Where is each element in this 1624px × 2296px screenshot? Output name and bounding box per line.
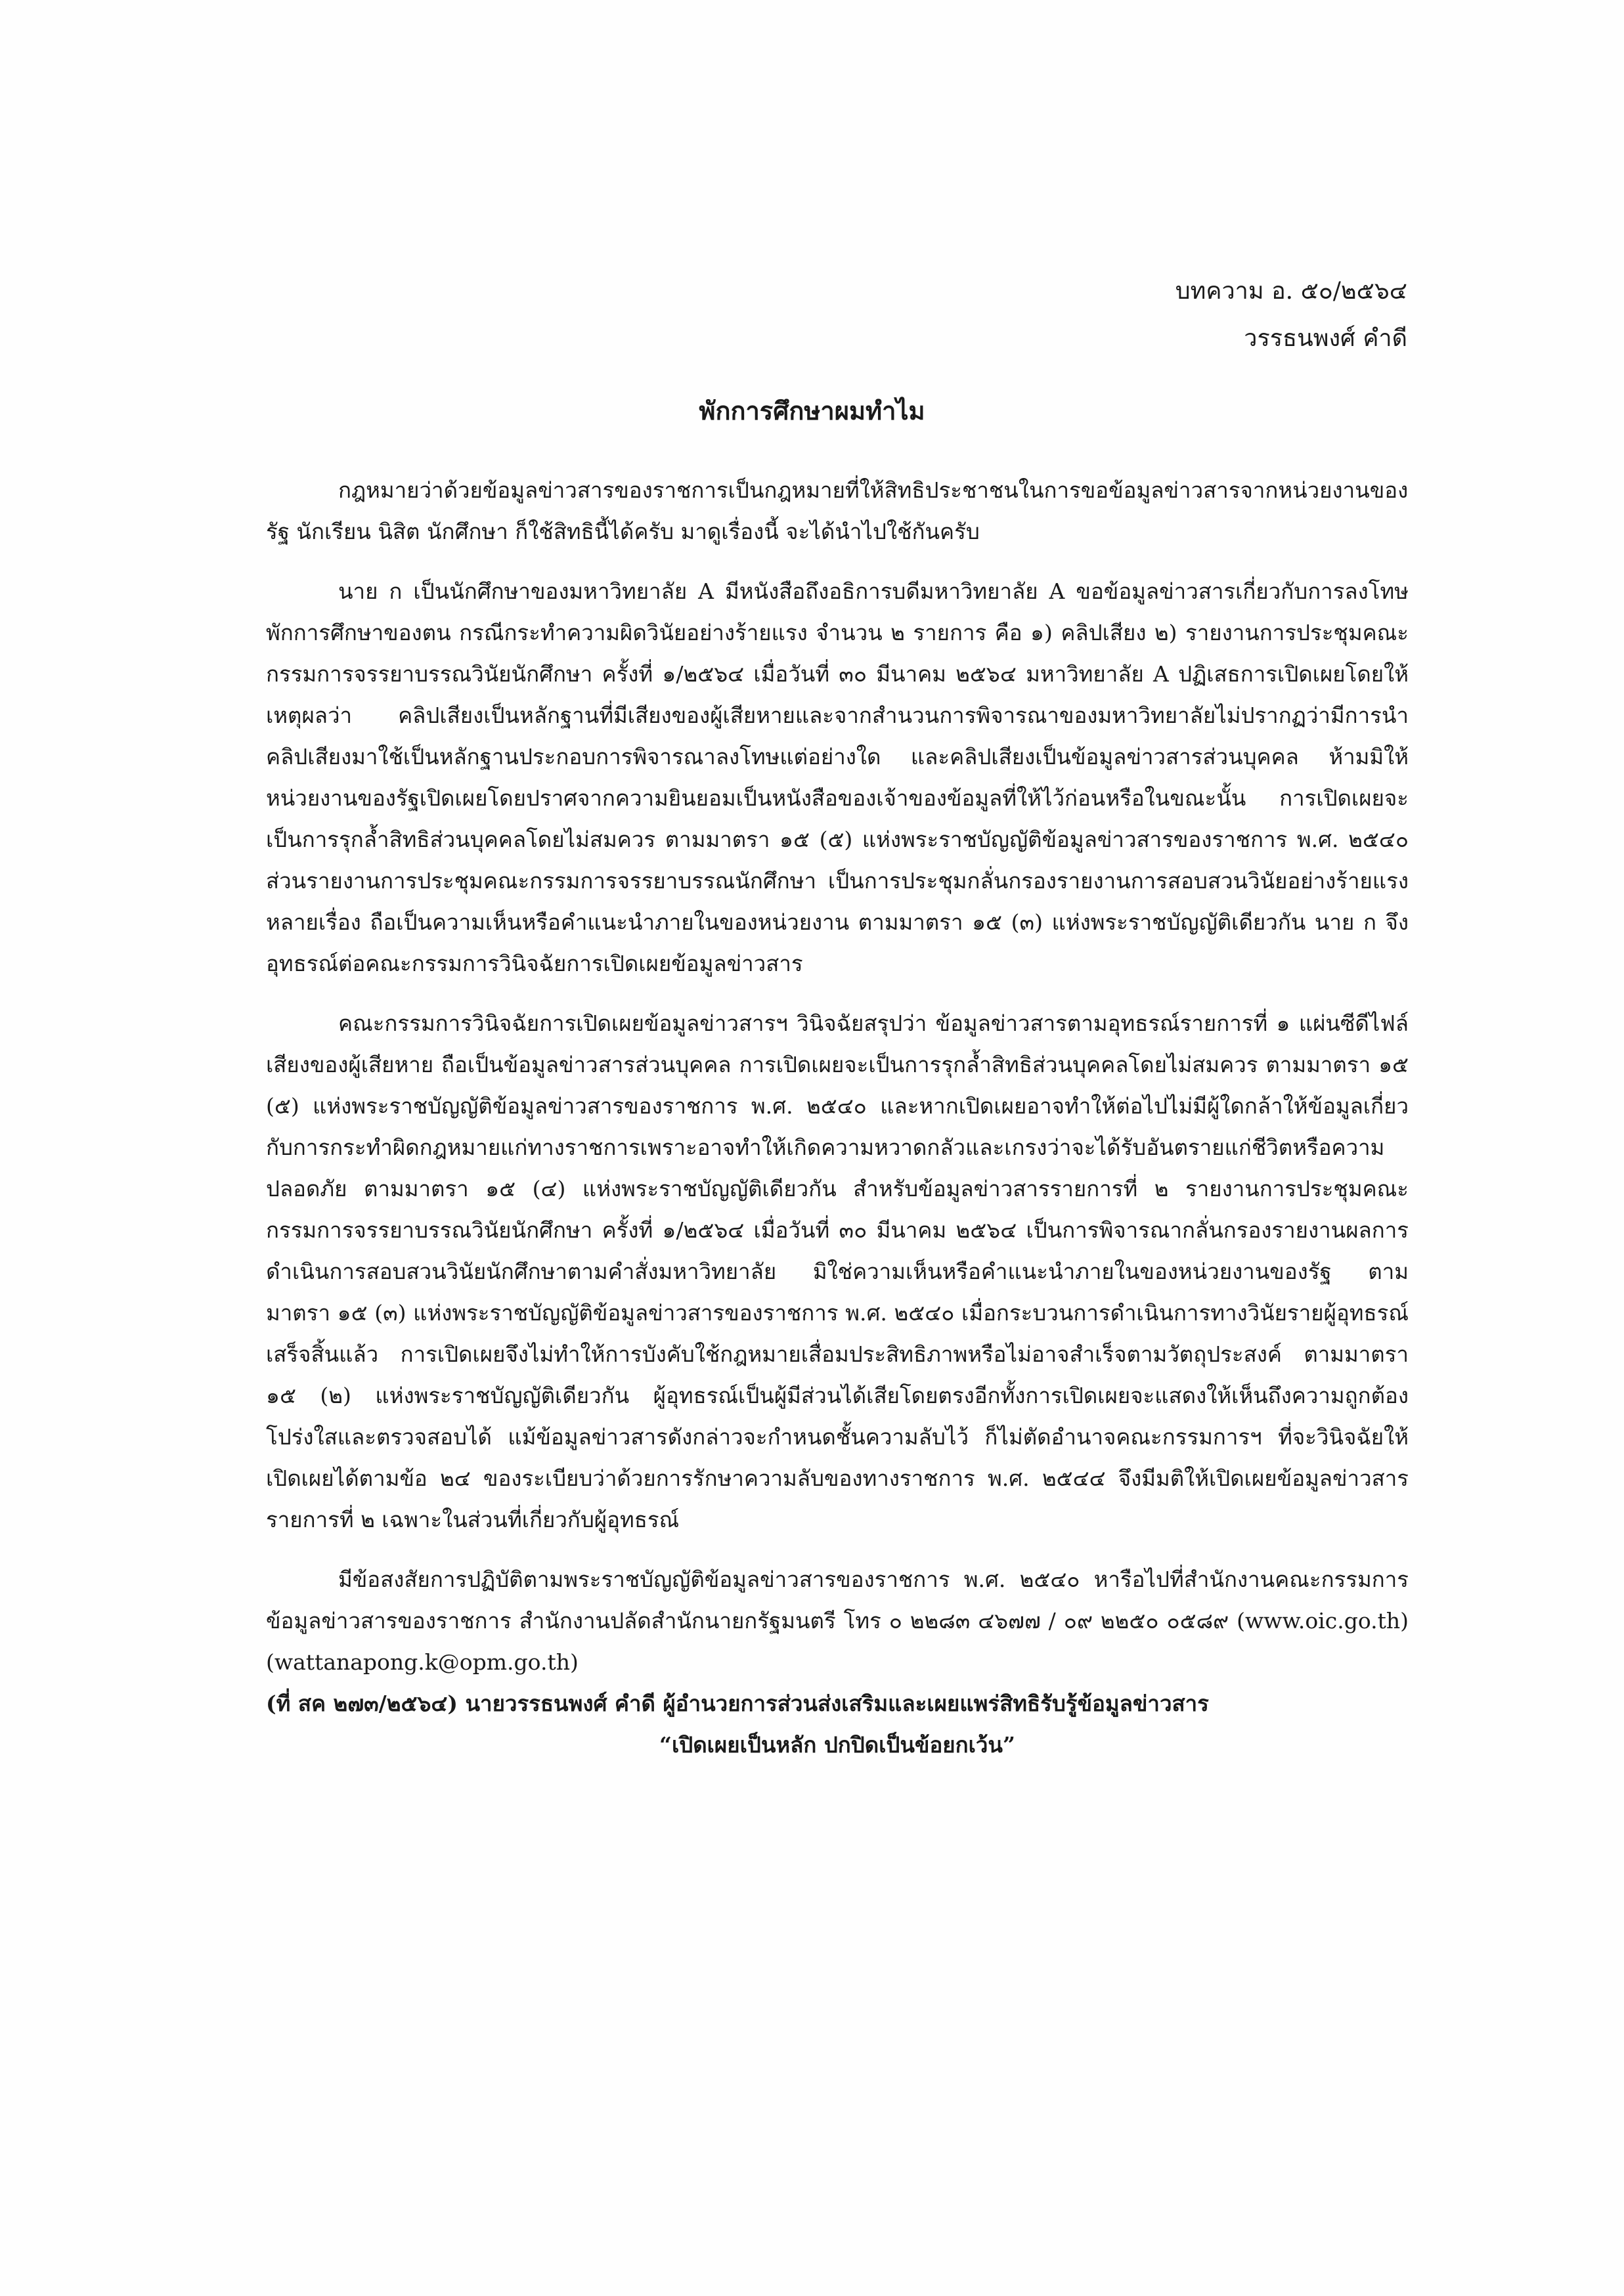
article-reference: บทความ อ. ๕๐/๒๕๖๔ — [1175, 278, 1407, 305]
article-body — [266, 469, 1409, 1765]
contact-info: มีข้อสงสัยการปฏิบัติตามพระราชบัญญัติข้อมูลข่าวสารของราชการ พ.ศ. ๒๕๔๐ หารือไปที่สำนักงานคณะกรรมการข้อมูลข่าวสารของราชการ สำนักงานปลัดสำนักนายกรัฐมนตรี โทร ๐ ๒๒๘๓ ๔๖๗๗ / ๐๙ ๒๒๕๐ ๐๕๘๙ (www.oic.go.th) (wattanapong.k@opm.go.th) — [266, 1567, 1409, 1675]
article-title: พักการศึกษาผมทำไม — [699, 396, 925, 425]
author-name: วรรธนพงศ์ คำดี — [1244, 325, 1407, 352]
header-reference-block — [1175, 268, 1407, 362]
footer-signature: (ที่ สค ๒๗๓/๒๕๖๔) นายวรรธนพงศ์ คำดี ผู้อำนวยการส่วนส่งเสริมและเผยแพร่สิทธิรับรู้ข้อมูลข่าวสาร — [266, 1691, 1209, 1716]
paragraph-ruling: คณะกรรมการวินิจฉัยการเปิดเผยข้อมูลข่าวสารฯ วินิจฉัยสรุปว่า ข้อมูลข่าวสารตามอุทธรณ์รายการที่ ๑ แผ่นซีดีไฟล์เสียงของผู้เสียหาย ถือเป็นข้อมูลข่าวสารส่วนบุคคล การเปิดเผยจะเป็นการรุกล้ำสิทธิส่วนบุคคลโดยไม่สมควร ตามมาตรา ๑๕ (๕) แห่งพระราชบัญญัติข้อมูลข่าวสารของราชการ พ.ศ. ๒๕๔๐ และหากเปิดเผยอาจทำให้ต่อไปไม่มีผู้ใดกล้าให้ข้อมูลเกี่ยวกับการกระทำผิดกฎหมายแก่ทางราชการเพราะอาจทำให้เกิดความหวาดกลัวและเกรงว่าจะได้รับอันตรายแก่ชีวิตหรือความปลอดภัย ตามมาตรา ๑๕ (๔) แห่งพระราชบัญญัติเดียวกัน สำหรับข้อมูลข่าวสารรายการที่ ๒ รายงานการประชุมคณะกรรมการจรรยาบรรณวินัยนักศึกษา ครั้งที่ ๑/๒๕๖๔ เมื่อวันที่ ๓๐ มีนาคม ๒๕๖๔ เป็นการพิจารณากลั่นกรองรายงานผลการดำเนินการสอบสวนวินัยนักศึกษาตามคำสั่งมหาวิทยาลัย มิใช่ความเห็นหรือคำแนะนำภายในของหน่วยงานของรัฐ ตามมาตรา ๑๕ (๓) แห่งพระราชบัญญัติข้อมูลข่าวสารของราชการ พ.ศ. ๒๕๔๐ เมื่อกระบวนการดำเนินการทางวินัยรายผู้อุทธรณ์เสร็จสิ้นแล้ว การเปิดเผยจึงไม่ทำให้การบังคับใช้กฎหมายเสื่อมประสิทธิภาพหรือไม่อาจสำเร็จตามวัตถุประสงค์ ตามมาตรา ๑๕ (๒) แห่งพระราชบัญญัติเดียวกัน ผู้อุทธรณ์เป็นผู้มีส่วนได้เสียโดยตรงอีกทั้งการเปิดเผยจะแสดงให้เห็นถึงความถูกต้องโปร่งใสและตรวจสอบได้ แม้ข้อมูลข่าวสารดังกล่าวจะกำหนดชั้นความลับไว้ ก็ไม่ตัดอำนาจคณะกรรมการฯ ที่จะวินิจฉัยให้เปิดเผยได้ตามข้อ ๒๔ ของระเบียบว่าด้วยการรักษาความลับของทางราชการ พ.ศ. ๒๕๔๔ จึงมีมติให้เปิดเผยข้อมูลข่าวสารรายการที่ ๒ เฉพาะในส่วนที่เกี่ยวกับผู้อุทธรณ์ — [266, 1010, 1409, 1532]
paragraph-intro: กฎหมายว่าด้วยข้อมูลข่าวสารของราชการเป็นกฎหมายที่ให้สิทธิประชาชนในการขอข้อมูลข่าวสารจากหน่วยงานของรัฐ นักเรียน นิสิต นักศึกษา ก็ใช้สิทธินี้ได้ครับ มาดูเรื่องนี้ จะได้นำไปใช้กันครับ — [266, 477, 1409, 544]
motto: “เปิดเผยเป็นหลัก ปกปิดเป็นข้อยกเว้น” — [659, 1732, 1015, 1758]
paragraph-case: นาย ก เป็นนักศึกษาของมหาวิทยาลัย A มีหนังสือถึงอธิการบดีมหาวิทยาลัย A ขอข้อมูลข่าวสารเกี่ยวกับการลงโทษพักการศึกษาของตน กรณีกระทำความผิดวินัยอย่างร้ายแรง จำนวน ๒ รายการ คือ ๑) คลิปเสียง ๒) รายงานการประชุมคณะกรรมการจรรยาบรรณวินัยนักศึกษา ครั้งที่ ๑/๒๕๖๔ เมื่อวันที่ ๓๐ มีนาคม ๒๕๖๔ มหาวิทยาลัย A ปฏิเสธการเปิดเผยโดยให้เหตุผลว่า คลิปเสียงเป็นหลักฐานที่มีเสียงของผู้เสียหายและจากสำนวนการพิจารณาของมหาวิทยาลัยไม่ปรากฏว่ามีการนำคลิปเสียงมาใช้เป็นหลักฐานประกอบการพิจารณาลงโทษแต่อย่างใด และคลิปเสียงเป็นข้อมูลข่าวสารส่วนบุคคล ห้ามมิให้หน่วยงานของรัฐเปิดเผยโดยปราศจากความยินยอมเป็นหนังสือของเจ้าของข้อมูลที่ให้ไว้ก่อนหรือในขณะนั้น การเปิดเผยจะเป็นการรุกล้ำสิทธิส่วนบุคคลโดยไม่สมควร ตามมาตรา ๑๕ (๕) แห่งพระราชบัญญัติข้อมูลข่าวสารของราชการ พ.ศ. ๒๕๔๐ ส่วนรายงานการประชุมคณะกรรมการจรรยาบรรณนักศึกษา เป็นการประชุมกลั่นกรองรายงานการสอบสวนวินัยอย่างร้ายแรงหลายเรื่อง ถือเป็นความเห็นหรือคำแนะนำภายในของหน่วยงาน ตามมาตรา ๑๕ (๓) แห่งพระราชบัญญัติเดียวกัน นาย ก จึงอุทธรณ์ต่อคณะกรรมการวินิจฉัยการเปิดเผยข้อมูลข่าวสาร — [266, 578, 1409, 976]
